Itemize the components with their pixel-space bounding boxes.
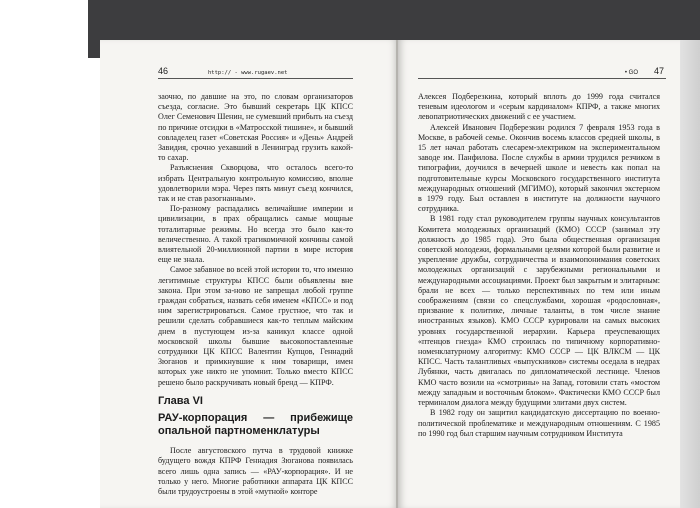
left-page xyxy=(100,40,398,508)
chapter-heading: Глава VI xyxy=(158,394,203,407)
paragraph: Самое забавное во всей этой истории то, что именно легитимные структуры КПСС были объявлены вне закона. При этом за-ново не запрещал любой группе граждан собраться, назвать себя именем «КПСС» и под ним зарегистрироваться. Самое грустное, что так и решили сделать собравшиеся как-то теплым майским днем в пустующем из-за каникул классе одной московской школы бывшие высокопоставленные сотрудники ЦК КПСС Валентин Купцов, Геннадий Зюганов и примкнувшие к ним товарищи, имен которых уже никто не упомнит. Только вместо КПСС решено было раскручивать новый бренд — КПРФ. xyxy=(158,265,353,387)
paragraph: Разъяснения Скворцова, что осталось всего-то избрать Центральную контрольную комиссию, вполне удовлетворили мэра. Через пять минут съезд кончился, так и не став разогнанным». xyxy=(158,163,353,204)
header-url: http:// - www.rugaev.net xyxy=(208,70,288,76)
right-page xyxy=(398,40,680,508)
section-title: РАУ-корпорация — прибежище опальной партноменклатуры xyxy=(158,412,353,438)
paragraph: В 1981 году стал руководителем группы научных консультантов Комитета молодежных организаций (КМО) СССР (занимал эту должность до 1985 года). Это была общественная организация советской молодежи, формальными целями которой были развитие и укрепление дружбы, сотрудничества и взаимопонимания советских молодежных организаций с зарубежными региональными и международными ассоциациями. Проект был закрытым и элитарным: брали не всех — только перспективных по тем или иным соображениям (связи со спецслужбами, хорошая «родословная», призвание к политике, личные таланты, в том числе знание иностранных языков). КМО СССР курировали на самых высоких уровнях государственной иерархии. Карьера преуспевающих «птенцов гнезда» КМО строилась по типичному корпоративно-номенклатурному алгоритму: КМО СССР — ЦК ВЛКСМ — ЦК КПСС. Часть талантливых «выпускников» системы оседала в недрах Лубянки, часть двигалась по дипломатической лестнице. Членов КМО часто возили на «смотрины» на Запад, готовили стать «мостом между западным и восточным блоком». Фактически КМО СССР был терминалом диалога между будущими элитами двух систем. xyxy=(418,214,661,408)
paragraph: В 1982 году он защитил кандидатскую диссертацию по военно-политической проблематике и международным отношениям. С 1985 по 1990 год был старшим научным сотрудником Института xyxy=(418,408,660,438)
left-page-header xyxy=(158,66,353,79)
right-page-header xyxy=(418,66,666,79)
book-page-edges xyxy=(680,40,700,508)
paragraph: После августовского путча в трудовой книжке будущего вождя КПРФ Геннадия Зюганова появилась всего лишь одна запись — «РАУ-корпорация». И не только у него. Многие работники аппарата ЦК КПСС были трудоустроены в этой «мутной» конторе xyxy=(158,446,353,496)
left-page-text xyxy=(158,92,353,497)
paragraph: По-разному распадались величайшие империи и цивилизации, в прах обращались самые мощные тоталитарные режимы. Но всегда это было как-то величественно. А такой трагикомичной кончины самой влиятельной 20-миллионной партии в мире история еще не знала. xyxy=(158,204,353,265)
right-page-number: 47 xyxy=(653,66,664,76)
paragraph: Алексей Иванович Подберезкин родился 7 февраля 1953 года в Москве, в рабочей семье. Окончив восемь классов средней школы, в 15 лет начал работать слесарем-электриком на экспериментальном заводе им. Панфилова. После службы в армии трудился резчиком в типографии, доучился в вечерней школе и невесть как попал на подготовительные курсы Московского государственного института международных отношений (МГИМО), который закончил экстерном в 1979 году. Был оставлен в институте на должности научного сотрудника. xyxy=(418,122,660,214)
header-mark: • GO xyxy=(624,70,638,76)
left-page-number: 46 xyxy=(158,66,169,76)
paragraph: Алексея Подберезкина, который вплоть до 1999 года считался теневым идеологом и «серым кардиналом» КПРФ, а также многих левопатриотических движений с ее участием. xyxy=(418,92,660,122)
paragraph: заочно, по давшие на это, по словам организаторов съезда, согласие. Это бывший секретарь ЦК КПСС Олег Семенович Шенин, не сумевший прибыть на съезд по причине отсидки в «Матросской тишине», и бывший совладелец газет «Советская Россия» и «День» Андрей Завидия, срочно уехавший в Ленинград грузить какой-то сахар. xyxy=(158,92,353,163)
right-page-text xyxy=(418,92,660,439)
